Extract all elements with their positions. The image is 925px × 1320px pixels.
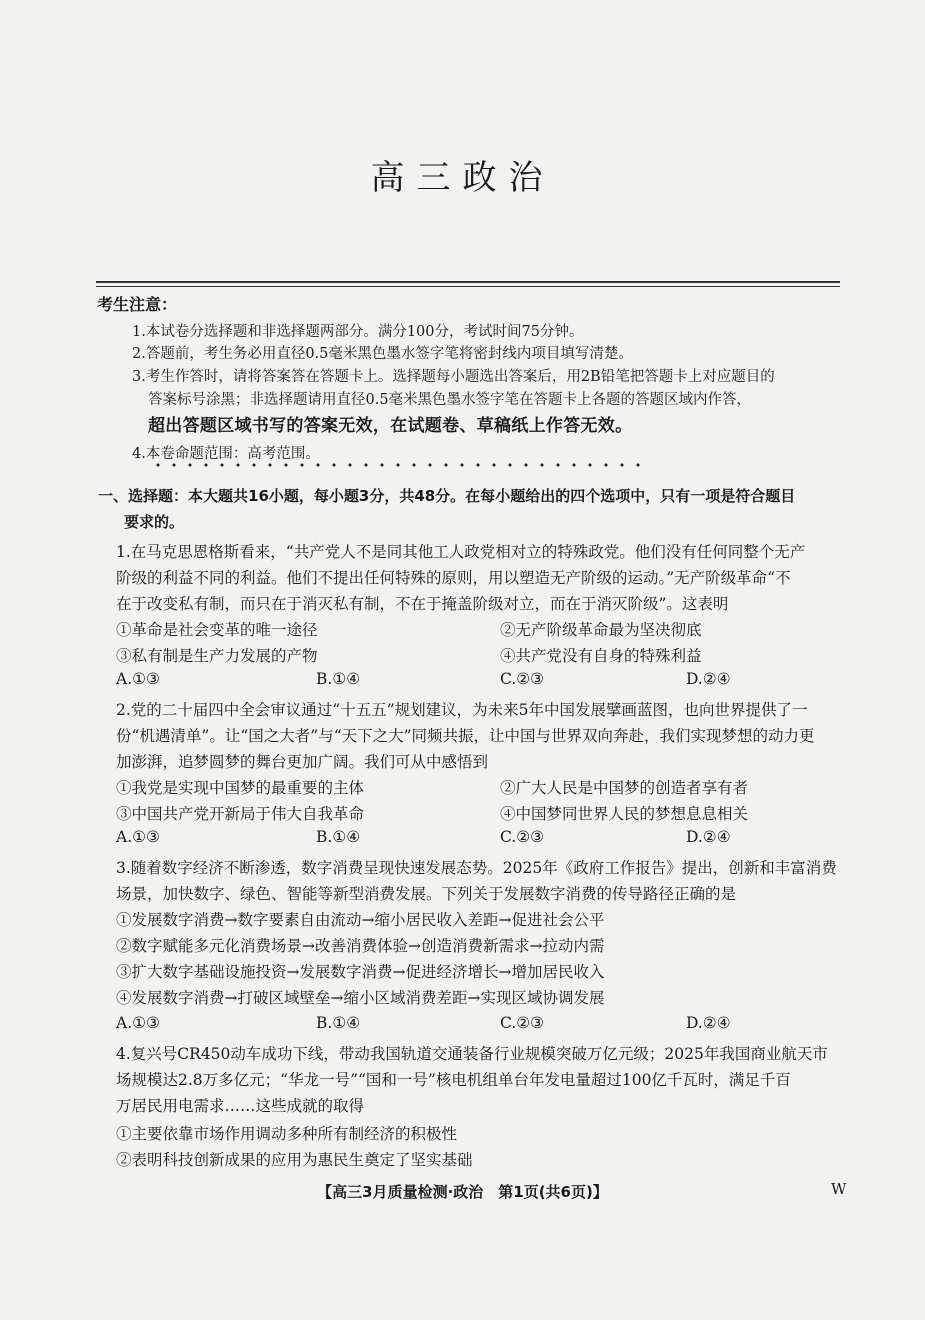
question-text: 阶级的利益不同的利益。他们不提出任何特殊的原则，用以塑造无产阶级的运动。”无产阶级革命“不 [116,569,791,587]
choice: B.①④ [316,1014,361,1032]
statement: ②表明科技创新成果的应用为惠民生奠定了坚实基础 [116,1151,473,1169]
statement: ④共产党没有自身的特殊利益 [500,647,702,665]
statement: ①革命是社会变革的唯一途径 [116,621,318,639]
section-heading-cont: 要求的。 [124,513,185,531]
notice-item: 1.本试卷分选择题和非选择题两部分。满分100分，考试时间75分钟。 [132,324,584,340]
notice-item: 3.考生作答时，请将答案答在答题卡上。选择题每小题选出答案后，用2B铅笔把答题卡上对应题目的 [132,369,775,385]
choice: B.①④ [316,828,361,846]
notice-emphasis: 超出答题区域书写的答案无效，在试题卷、草稿纸上作答无效。 [148,416,633,436]
choice: C.②③ [500,670,545,688]
question-text: 场景，加快数字、绿色、智能等新型消费发展。下列关于发展数字消费的传导路径正确的是 [116,885,737,903]
choice: C.②③ [500,828,545,846]
footer-mark: W [831,1180,847,1198]
statement: ③扩大数字基础设施投资→发展数字消费→促进经济增长→增加居民收入 [116,963,605,981]
section-heading: 一、选择题：本大题共16小题，每小题3分，共48分。在每小题给出的四个选项中，只有一项是符合题目 [98,487,796,505]
page-title: 高三政治 [370,158,555,198]
question-text: 2.党的二十届四中全会审议通过“十五五”规划建议，为未来5年中国发展擘画蓝图，也向世界提供了一 [116,701,808,719]
choice: D.②④ [686,670,731,688]
header-rule-thin [96,286,840,287]
notice-item: 2.答题前，考生务必用直径0.5毫米黑色墨水签字笔将密封线内项目填写清楚。 [132,346,633,362]
statement: ②数字赋能多元化消费场景→改善消费体验→创造消费新需求→拉动内需 [116,937,605,955]
choice: A.①③ [116,1014,160,1032]
question-text: 4.复兴号CR450动车成功下线，带动我国轨道交通装备行业规模突破万亿元级；2025年我国商业航天市 [116,1045,828,1063]
statement: ③中国共产党开新局于伟大自我革命 [116,805,365,823]
notice-heading: 考生注意： [97,295,178,314]
statement: ④中国梦同世界人民的梦想息息相关 [500,805,749,823]
statement: ③私有制是生产力发展的产物 [116,647,318,665]
page-footer: 【高三3月质量检测·政治 第1页(共6页)】 [317,1183,608,1201]
question-text: 1.在马克思恩格斯看来，“共产党人不是同其他工人政党相对立的特殊政党。他们没有任何同整个无产 [116,543,806,561]
statement: ①发展数字消费→数字要素自由流动→缩小居民收入差距→促进社会公平 [116,911,605,929]
question-text: 份“机遇清单”。让“国之大者”与“天下之大”同频共振，让中国与世界双向奔赴，我们实现梦想的动力更 [116,727,815,745]
statement: ①主要依靠市场作用调动多种所有制经济的积极性 [116,1125,458,1143]
choice: A.①③ [116,670,160,688]
choice: A.①③ [116,828,160,846]
header-rule [96,281,840,283]
emphasis-dots [150,463,650,467]
question-text: 加澎湃，追梦圆梦的舞台更加广阔。我们可从中感悟到 [116,753,489,771]
statement: ④发展数字消费→打破区域壁垒→缩小区域消费差距→实现区域协调发展 [116,989,605,1007]
statement: ②无产阶级革命最为坚决彻底 [500,621,702,639]
question-text: 万居民用电需求……这些成就的取得 [116,1097,365,1115]
show-through-text [100,92,496,109]
notice-item: 4.本卷命题范围：高考范围。 [132,446,320,462]
question-text: 在于改变私有制，而只在于消灭私有制，不在于掩盖阶级对立，而在于消灭阶级”。这表明 [116,595,729,613]
question-text: 场规模达2.8万多亿元；“华龙一号”“国和一号”核电机组单台年发电量超过100亿千瓦时，满足千百 [116,1071,791,1089]
choice: D.②④ [686,1014,731,1032]
statement: ②广大人民是中国梦的创造者享有者 [500,779,749,797]
statement: ①我党是实现中国梦的最重要的主体 [116,779,365,797]
choice: C.②③ [500,1014,545,1032]
choice: D.②④ [686,828,731,846]
question-text: 3.随着数字经济不断渗透，数字消费呈现快速发展态势。2025年《政府工作报告》提出，创新和丰富消费 [116,859,837,877]
notice-item: 答案标号涂黑；非选择题请用直径0.5毫米黑色墨水签字笔在答题卡上各题的答题区域内作答， [148,392,752,408]
choice: B.①④ [316,670,361,688]
